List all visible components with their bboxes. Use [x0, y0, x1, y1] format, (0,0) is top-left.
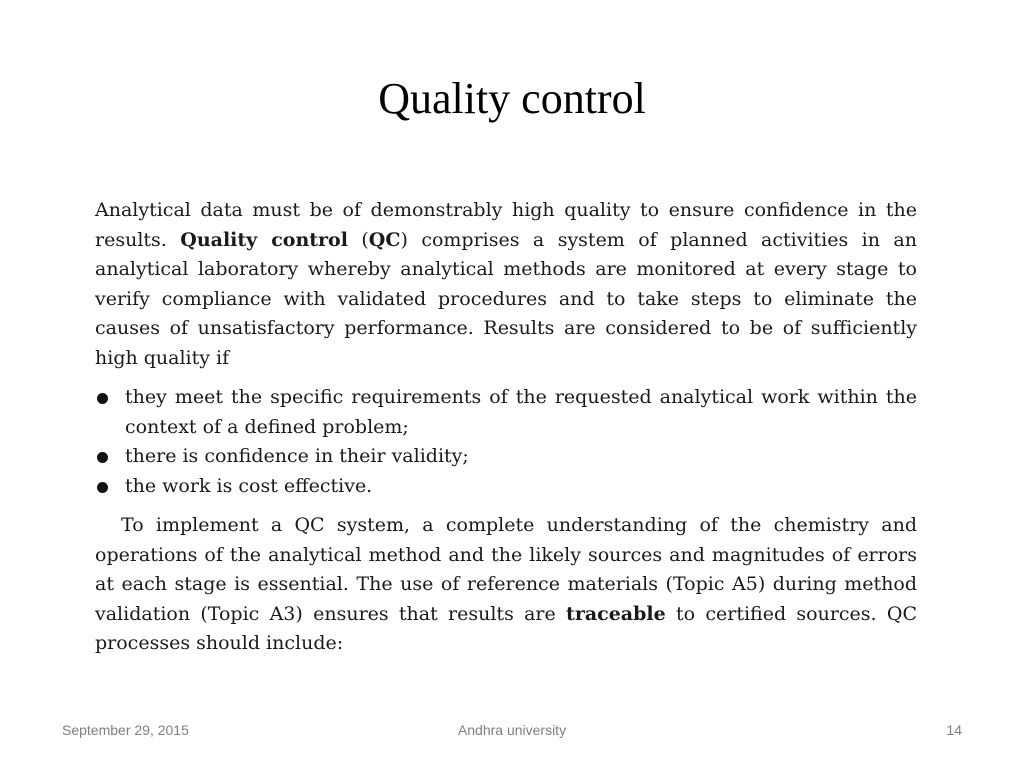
list-item: [95, 442, 917, 472]
list-item-text: they meet the specific requirements of the requested analytical work within the context of a defined problem;: [125, 386, 917, 438]
traceable-term: traceable: [566, 602, 666, 625]
bullet-icon: [97, 393, 108, 404]
intro-paragraph: [95, 196, 917, 373]
content-body: [95, 196, 917, 659]
footer-page-number: 14: [946, 722, 962, 738]
intro-text-c: ) comprises a system of planned activities in an analytical laboratory whereby analytical methods are monitored at every stage to verify compliance with validated procedures and to take steps to eliminate the causes of unsatisfactory performance. Results are considered to be of sufficiently high quality if: [95, 228, 918, 369]
intro-text-b: (: [347, 228, 369, 251]
footer-date: September 29, 2015: [62, 722, 189, 738]
list-item-text: there is confidence in their validity;: [125, 445, 469, 467]
qc-term: QC: [368, 228, 401, 251]
slide-title: Quality control: [378, 74, 646, 123]
criteria-list: [95, 383, 917, 501]
impl-text-a: To implement a QC system, a complete understanding of the chemistry and operations of the analytical method and the likely sources and magnitudes of errors at each stage is essential. The use of reference materials (Topic A5) during method validation (Topic A3) ensures that results are: [95, 514, 917, 625]
implementation-paragraph: [95, 511, 917, 659]
quality-control-term: Quality control: [180, 228, 348, 251]
intro-text-a: Analytical data must be of demonstrably high quality to ensure confidence in the results.: [95, 199, 917, 251]
bullet-icon: [97, 452, 108, 463]
footer-organization: Andhra university: [457, 722, 567, 738]
list-item: [95, 472, 917, 502]
list-item: [95, 383, 917, 442]
impl-text-b: to certified sources. QC processes should include:: [95, 602, 917, 654]
list-item-text: the work is cost effective.: [125, 474, 373, 497]
bullet-icon: [97, 482, 108, 493]
